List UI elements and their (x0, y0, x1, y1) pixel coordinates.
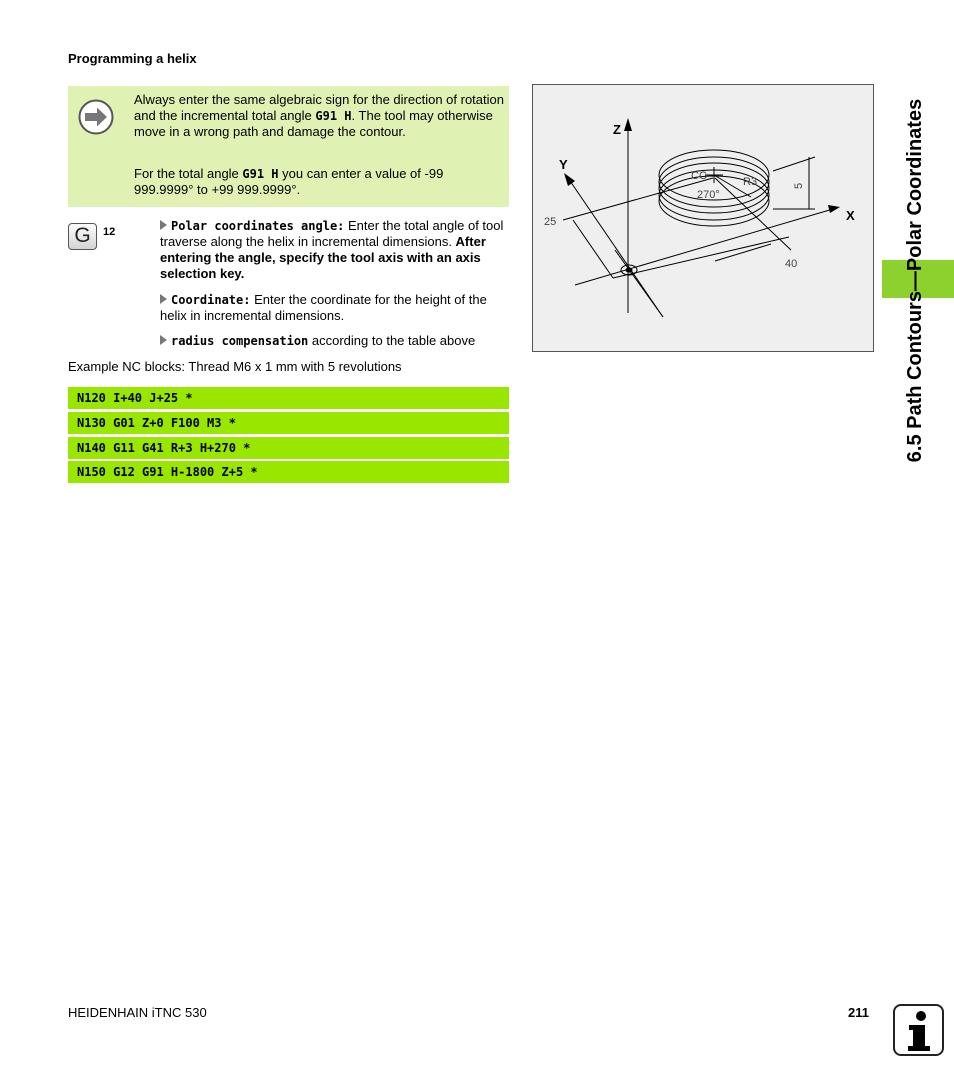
g-key-icon: G (68, 223, 97, 250)
dim-40-ext (715, 178, 791, 250)
g-function-number: 12 (103, 226, 116, 238)
arrow-right-icon (78, 99, 114, 135)
bullet-triangle-icon (160, 220, 167, 230)
start-diagonal (615, 250, 663, 317)
dim-25-line (573, 220, 613, 278)
footer-product: HEIDENHAIN iTNC 530 (68, 1005, 207, 1020)
helix-figure (532, 84, 874, 352)
page-number: 211 (848, 1005, 869, 1020)
dialog-step-coordinate: Coordinate: Enter the coordinate for the height of the helix in incremental dimensions. (160, 292, 487, 323)
bullet-triangle-icon (160, 335, 167, 345)
dim-label-5: 5 (793, 182, 805, 189)
helix-diagram (533, 85, 873, 351)
dim-40-line (613, 237, 789, 278)
z-arrowhead (624, 118, 632, 131)
example-caption: Example NC blocks: Thread M6 x 1 mm with 5 revolutions (68, 359, 402, 374)
dialog-step-radius-compensation: radius compensation according to the table above (160, 333, 510, 349)
section-heading: Programming a helix (68, 51, 197, 66)
axis-label-y: Y (559, 157, 568, 172)
nc-block: N130 G01 Z+0 F100 M3 * (68, 412, 509, 434)
axis-label-x: X (846, 208, 855, 223)
nc-block: N150 G12 G91 H-1800 Z+5 * (68, 461, 509, 483)
label-r3: R3 (743, 176, 758, 188)
bullet-triangle-icon (160, 294, 167, 304)
y-axis (568, 178, 663, 317)
nc-block: N120 I+40 J+25 * (68, 387, 509, 409)
y-arrowhead (564, 173, 575, 186)
label-cc: CC (691, 170, 707, 182)
dialog-step-polar-angle: Polar coordinates angle: Enter the total angle of tool traverse along the helix in incremental dimensions. After entering the angle, specify the tool axis with an axis selection key. (160, 218, 504, 281)
dim-25-ext (563, 178, 713, 220)
note-paragraph-2: For the total angle G91 H you can enter a value of -99 999.9999° to +99 999.9999°. (134, 166, 444, 197)
info-icon (893, 1004, 944, 1056)
dim-label-25: 25 (544, 216, 557, 228)
start-point-inner (626, 268, 632, 272)
dim-label-40: 40 (785, 258, 798, 270)
nc-block: N140 G11 G41 R+3 H+270 * (68, 437, 509, 459)
x-axis (575, 209, 833, 285)
axis-label-z: Z (613, 122, 621, 137)
note-paragraph-1: Always enter the same algebraic sign for the direction of rotation and the incremental total angle G91 H. The tool may otherwise move in a wrong path and damage the contour. (134, 92, 504, 139)
label-angle: 270° (697, 189, 720, 201)
x-arrowhead (828, 205, 840, 213)
note-box (68, 86, 509, 207)
